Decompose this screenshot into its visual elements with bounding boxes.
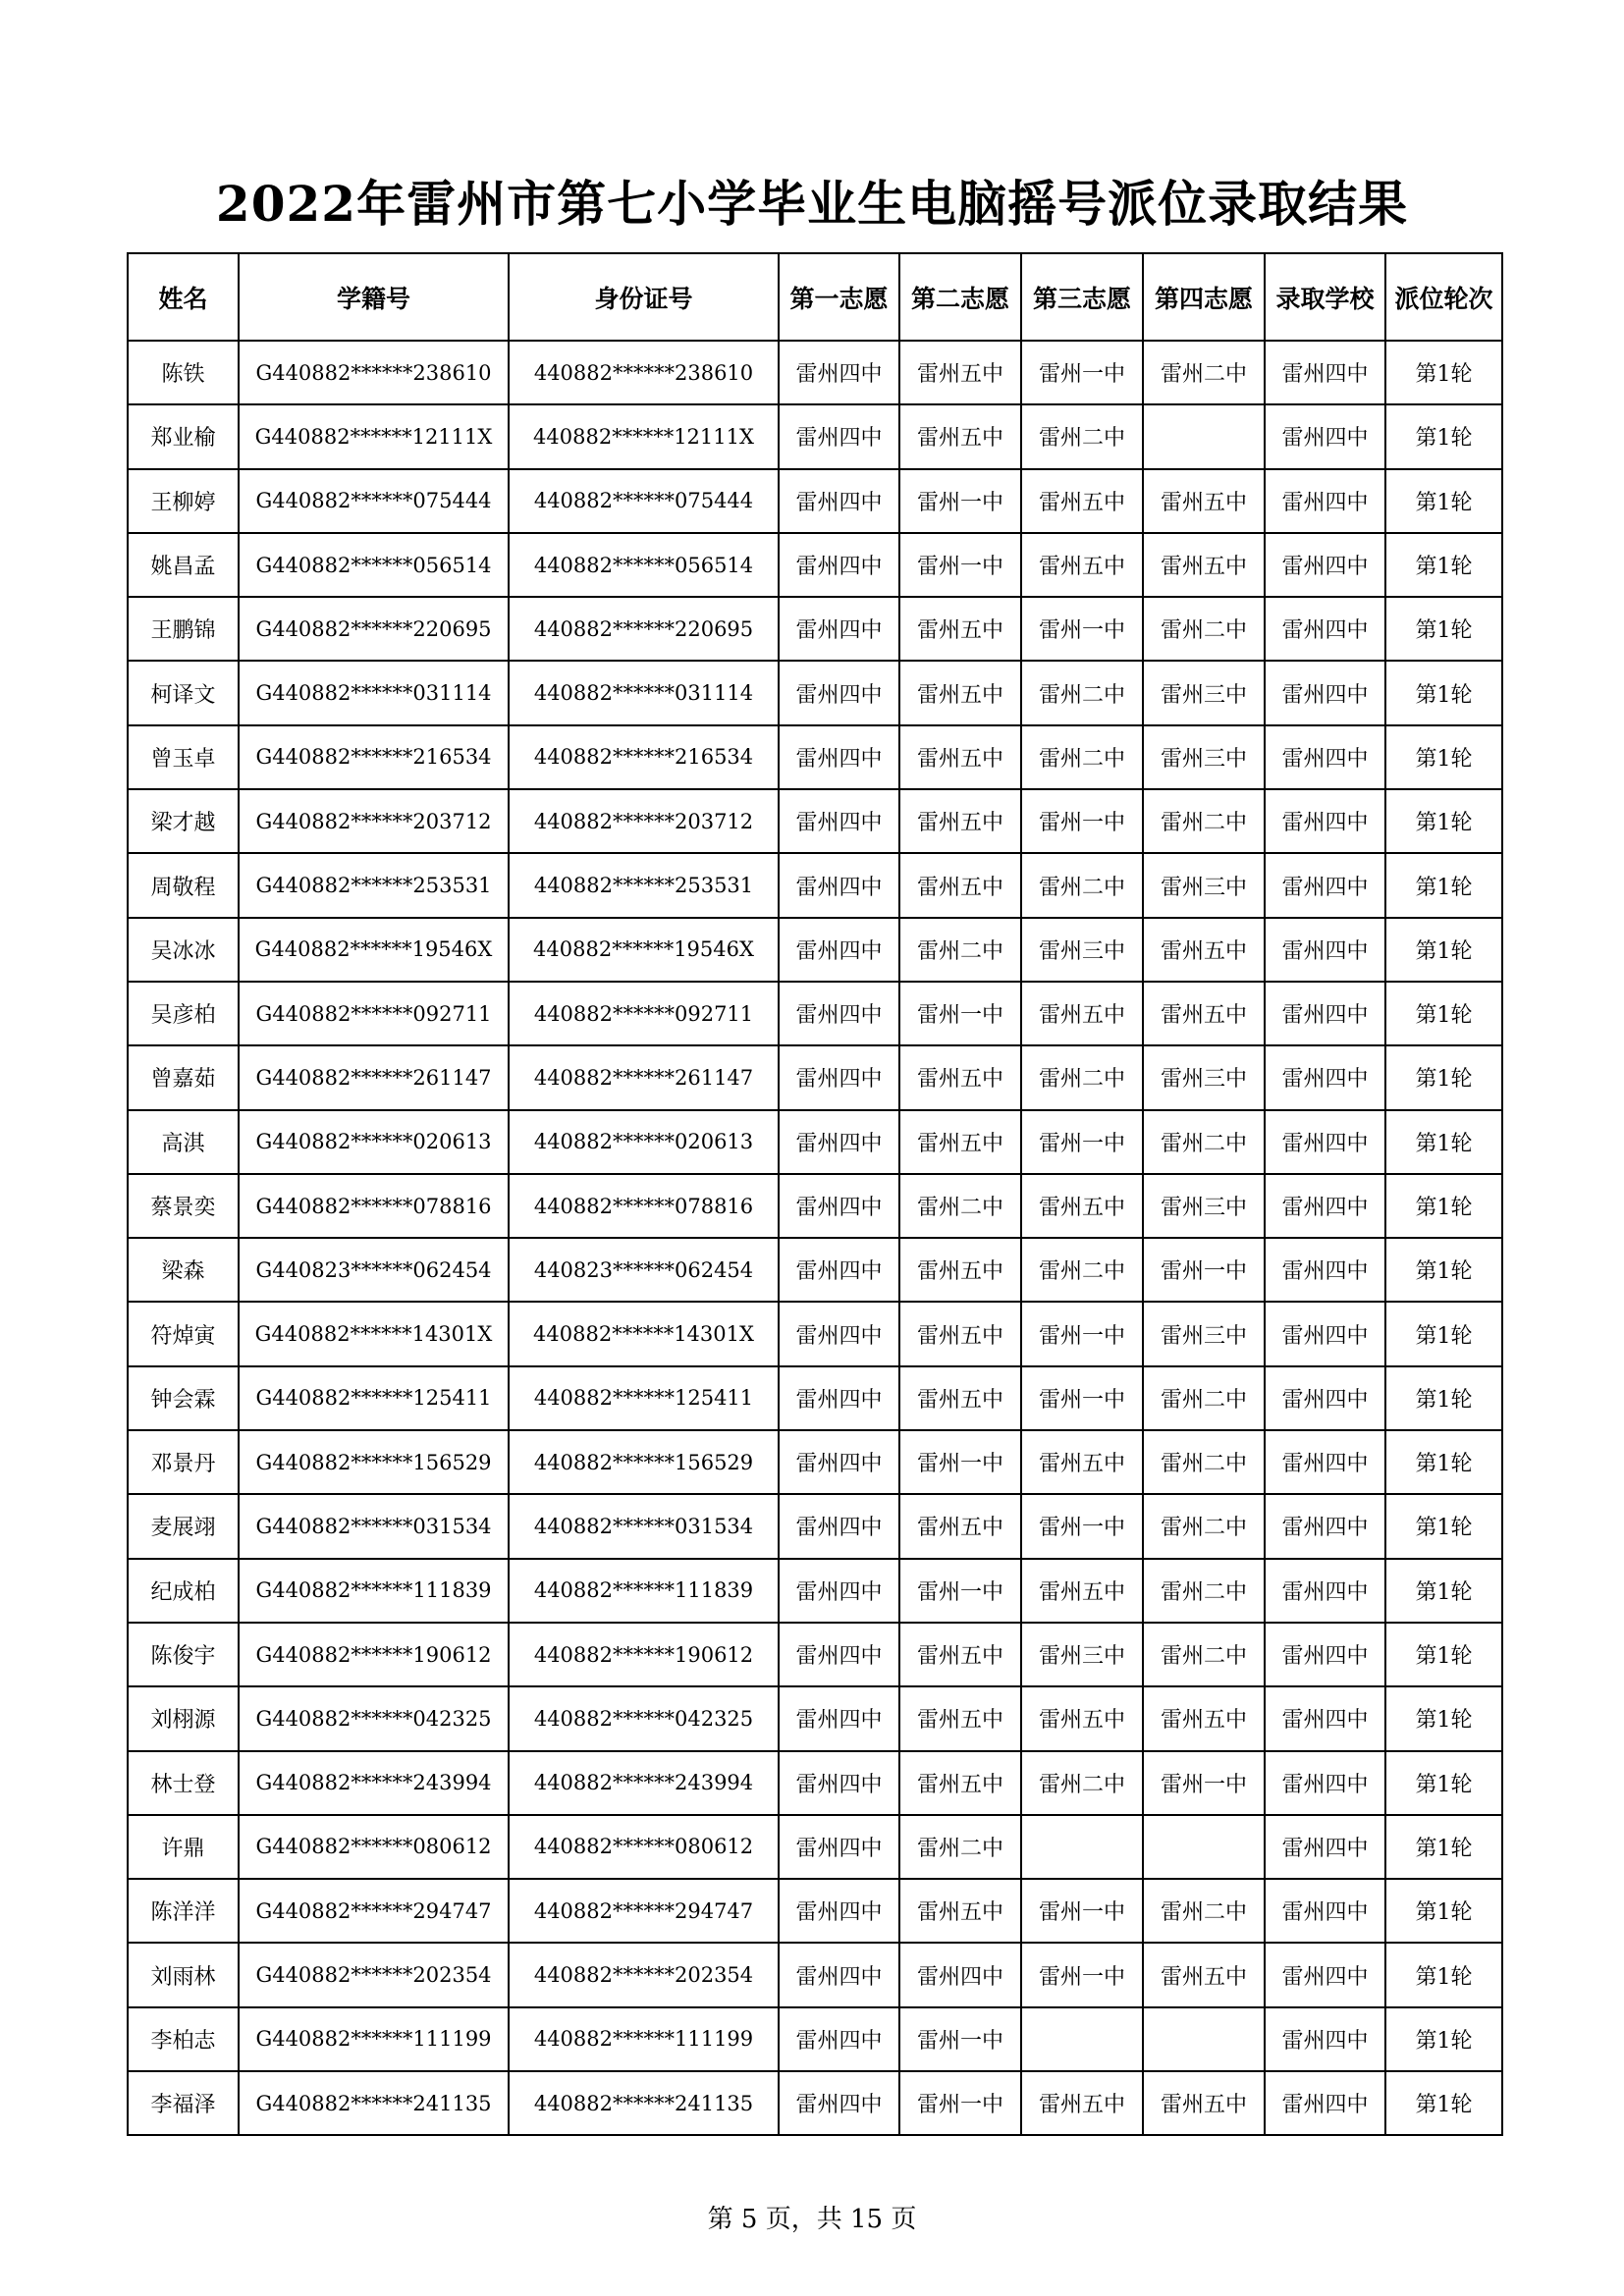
- table-row: [128, 1302, 1502, 1365]
- column-header-id-card: 身份证号: [509, 253, 779, 341]
- cell-admitted-school: 雷州四中: [1265, 341, 1385, 404]
- cell-admitted-school: 雷州四中: [1265, 597, 1385, 661]
- cell-choice-2: 雷州二中: [899, 918, 1021, 982]
- cell-id-card: 440882******220695: [509, 597, 779, 661]
- cell-round: 第1轮: [1385, 597, 1502, 661]
- column-header-round: 派位轮次: [1385, 253, 1502, 341]
- cell-id-card: 440882******253531: [509, 853, 779, 917]
- cell-choice-3: 雷州一中: [1021, 789, 1143, 853]
- cell-round: 第1轮: [1385, 1559, 1502, 1623]
- cell-id-card: 440882******031534: [509, 1494, 779, 1558]
- cell-choice-4: 雷州三中: [1143, 661, 1265, 724]
- cell-admitted-school: 雷州四中: [1265, 725, 1385, 789]
- cell-student-id: G440882******14301X: [239, 1302, 509, 1365]
- cell-admitted-school: 雷州四中: [1265, 918, 1385, 982]
- cell-choice-3: 雷州二中: [1021, 1238, 1143, 1302]
- cell-choice-2: 雷州一中: [899, 533, 1021, 597]
- cell-choice-3: 雷州五中: [1021, 982, 1143, 1045]
- cell-choice-2: 雷州五中: [899, 1045, 1021, 1109]
- table-row: [128, 1751, 1502, 1815]
- cell-id-card: 440882******156529: [509, 1430, 779, 1494]
- cell-name: 李福泽: [128, 2071, 239, 2135]
- cell-choice-4: 雷州三中: [1143, 1302, 1265, 1365]
- cell-choice-2: 雷州一中: [899, 469, 1021, 533]
- cell-id-card: 440882******294747: [509, 1879, 779, 1943]
- table-row: [128, 533, 1502, 597]
- cell-name: 陈洋洋: [128, 1879, 239, 1943]
- cell-choice-3: 雷州一中: [1021, 1879, 1143, 1943]
- cell-choice-3: 雷州一中: [1021, 1366, 1143, 1430]
- cell-student-id: G440882******203712: [239, 789, 509, 853]
- cell-round: 第1轮: [1385, 1238, 1502, 1302]
- cell-student-id: G440882******042325: [239, 1686, 509, 1750]
- cell-student-id: G440882******238610: [239, 341, 509, 404]
- cell-round: 第1轮: [1385, 1751, 1502, 1815]
- cell-choice-2: 雷州五中: [899, 1302, 1021, 1365]
- table-row: [128, 661, 1502, 724]
- cell-choice-1: 雷州四中: [779, 2007, 899, 2071]
- table-row: [128, 918, 1502, 982]
- cell-choice-1: 雷州四中: [779, 1751, 899, 1815]
- cell-name: 刘雨林: [128, 1943, 239, 2006]
- cell-choice-3: 雷州二中: [1021, 853, 1143, 917]
- table-row: [128, 1238, 1502, 1302]
- cell-choice-4: 雷州二中: [1143, 1110, 1265, 1174]
- cell-choice-2: 雷州一中: [899, 2071, 1021, 2135]
- cell-id-card: 440882******056514: [509, 533, 779, 597]
- cell-admitted-school: 雷州四中: [1265, 1174, 1385, 1238]
- cell-round: 第1轮: [1385, 2007, 1502, 2071]
- cell-choice-4: 雷州五中: [1143, 1686, 1265, 1750]
- cell-name: 梁森: [128, 1238, 239, 1302]
- table-row: [128, 2071, 1502, 2135]
- cell-admitted-school: 雷州四中: [1265, 1366, 1385, 1430]
- cell-admitted-school: 雷州四中: [1265, 404, 1385, 468]
- cell-id-card: 440882******243994: [509, 1751, 779, 1815]
- cell-choice-4: 雷州二中: [1143, 341, 1265, 404]
- cell-student-id: G440882******031534: [239, 1494, 509, 1558]
- cell-student-id: G440882******156529: [239, 1430, 509, 1494]
- cell-choice-1: 雷州四中: [779, 789, 899, 853]
- cell-id-card: 440882******19546X: [509, 918, 779, 982]
- cell-round: 第1轮: [1385, 533, 1502, 597]
- cell-round: 第1轮: [1385, 918, 1502, 982]
- cell-id-card: 440882******078816: [509, 1174, 779, 1238]
- cell-name: 高淇: [128, 1110, 239, 1174]
- cell-round: 第1轮: [1385, 853, 1502, 917]
- cell-choice-4: 雷州二中: [1143, 1366, 1265, 1430]
- cell-admitted-school: 雷州四中: [1265, 1559, 1385, 1623]
- cell-student-id: G440882******261147: [239, 1045, 509, 1109]
- column-header-student-id: 学籍号: [239, 253, 509, 341]
- cell-choice-3: 雷州三中: [1021, 918, 1143, 982]
- cell-id-card: 440882******020613: [509, 1110, 779, 1174]
- cell-id-card: 440823******062454: [509, 1238, 779, 1302]
- cell-choice-4: 雷州五中: [1143, 982, 1265, 1045]
- cell-choice-4: 雷州一中: [1143, 1751, 1265, 1815]
- cell-id-card: 440882******125411: [509, 1366, 779, 1430]
- table-row: [128, 1110, 1502, 1174]
- cell-student-id: G440882******078816: [239, 1174, 509, 1238]
- cell-choice-3: 雷州一中: [1021, 1110, 1143, 1174]
- cell-choice-1: 雷州四中: [779, 1302, 899, 1365]
- cell-choice-2: 雷州五中: [899, 597, 1021, 661]
- table-row: [128, 597, 1502, 661]
- cell-choice-1: 雷州四中: [779, 1238, 899, 1302]
- cell-admitted-school: 雷州四中: [1265, 1815, 1385, 1879]
- column-header-choice-1: 第一志愿: [779, 253, 899, 341]
- cell-round: 第1轮: [1385, 2071, 1502, 2135]
- cell-name: 林士登: [128, 1751, 239, 1815]
- cell-choice-3: 雷州二中: [1021, 1751, 1143, 1815]
- table-row: [128, 1366, 1502, 1430]
- cell-choice-3: 雷州二中: [1021, 661, 1143, 724]
- cell-choice-3: 雷州五中: [1021, 1686, 1143, 1750]
- cell-choice-3: 雷州五中: [1021, 1430, 1143, 1494]
- cell-name: 钟会霖: [128, 1366, 239, 1430]
- cell-choice-3: [1021, 2007, 1143, 2071]
- cell-choice-3: 雷州五中: [1021, 533, 1143, 597]
- cell-choice-2: 雷州五中: [899, 1686, 1021, 1750]
- table-row: [128, 789, 1502, 853]
- table-row: [128, 982, 1502, 1045]
- cell-student-id: G440882******092711: [239, 982, 509, 1045]
- cell-admitted-school: 雷州四中: [1265, 1879, 1385, 1943]
- cell-student-id: G440882******12111X: [239, 404, 509, 468]
- cell-name: 麦展翊: [128, 1494, 239, 1558]
- cell-student-id: G440882******075444: [239, 469, 509, 533]
- cell-choice-1: 雷州四中: [779, 1110, 899, 1174]
- table-row: [128, 2007, 1502, 2071]
- cell-choice-4: 雷州五中: [1143, 2071, 1265, 2135]
- table-row: [128, 853, 1502, 917]
- cell-choice-4: 雷州三中: [1143, 1174, 1265, 1238]
- cell-admitted-school: 雷州四中: [1265, 533, 1385, 597]
- cell-choice-3: 雷州一中: [1021, 341, 1143, 404]
- cell-round: 第1轮: [1385, 341, 1502, 404]
- cell-choice-2: 雷州五中: [899, 1751, 1021, 1815]
- cell-choice-1: 雷州四中: [779, 725, 899, 789]
- cell-id-card: 440882******092711: [509, 982, 779, 1045]
- cell-choice-2: 雷州五中: [899, 1623, 1021, 1686]
- cell-name: 周敬程: [128, 853, 239, 917]
- cell-choice-1: 雷州四中: [779, 853, 899, 917]
- cell-student-id: G440882******241135: [239, 2071, 509, 2135]
- cell-name: 符焯寅: [128, 1302, 239, 1365]
- cell-choice-4: [1143, 2007, 1265, 2071]
- cell-student-id: G440882******19546X: [239, 918, 509, 982]
- cell-name: 王柳婷: [128, 469, 239, 533]
- cell-round: 第1轮: [1385, 1174, 1502, 1238]
- cell-admitted-school: 雷州四中: [1265, 1494, 1385, 1558]
- cell-choice-4: 雷州三中: [1143, 725, 1265, 789]
- table-row: [128, 404, 1502, 468]
- cell-admitted-school: 雷州四中: [1265, 1238, 1385, 1302]
- cell-choice-4: [1143, 404, 1265, 468]
- cell-choice-1: 雷州四中: [779, 533, 899, 597]
- cell-round: 第1轮: [1385, 1302, 1502, 1365]
- cell-choice-3: 雷州一中: [1021, 597, 1143, 661]
- table-row: [128, 725, 1502, 789]
- cell-admitted-school: 雷州四中: [1265, 1623, 1385, 1686]
- cell-round: 第1轮: [1385, 725, 1502, 789]
- cell-choice-2: 雷州五中: [899, 1110, 1021, 1174]
- cell-round: 第1轮: [1385, 1623, 1502, 1686]
- cell-choice-4: 雷州五中: [1143, 918, 1265, 982]
- column-header-choice-3: 第三志愿: [1021, 253, 1143, 341]
- cell-choice-3: 雷州五中: [1021, 1174, 1143, 1238]
- cell-student-id: G440882******080612: [239, 1815, 509, 1879]
- cell-choice-4: [1143, 1815, 1265, 1879]
- cell-choice-2: 雷州二中: [899, 1815, 1021, 1879]
- cell-admitted-school: 雷州四中: [1265, 2071, 1385, 2135]
- cell-name: 蔡景奕: [128, 1174, 239, 1238]
- cell-student-id: G440882******020613: [239, 1110, 509, 1174]
- cell-choice-2: 雷州五中: [899, 725, 1021, 789]
- column-header-name: 姓名: [128, 253, 239, 341]
- cell-choice-1: 雷州四中: [779, 341, 899, 404]
- cell-choice-2: 雷州五中: [899, 1366, 1021, 1430]
- cell-round: 第1轮: [1385, 1110, 1502, 1174]
- cell-choice-3: 雷州一中: [1021, 1494, 1143, 1558]
- cell-choice-1: 雷州四中: [779, 1174, 899, 1238]
- cell-name: 柯译文: [128, 661, 239, 724]
- cell-choice-1: 雷州四中: [779, 918, 899, 982]
- cell-student-id: G440882******220695: [239, 597, 509, 661]
- cell-student-id: G440882******056514: [239, 533, 509, 597]
- cell-student-id: G440882******031114: [239, 661, 509, 724]
- cell-choice-1: 雷州四中: [779, 1686, 899, 1750]
- cell-id-card: 440882******202354: [509, 1943, 779, 2006]
- cell-choice-1: 雷州四中: [779, 982, 899, 1045]
- cell-choice-1: 雷州四中: [779, 1366, 899, 1430]
- cell-round: 第1轮: [1385, 404, 1502, 468]
- cell-admitted-school: 雷州四中: [1265, 1302, 1385, 1365]
- cell-round: 第1轮: [1385, 789, 1502, 853]
- cell-choice-4: 雷州五中: [1143, 1943, 1265, 2006]
- cell-choice-1: 雷州四中: [779, 469, 899, 533]
- cell-round: 第1轮: [1385, 1943, 1502, 2006]
- table-body: [128, 341, 1502, 2135]
- cell-choice-4: 雷州五中: [1143, 469, 1265, 533]
- cell-admitted-school: 雷州四中: [1265, 853, 1385, 917]
- cell-student-id: G440882******294747: [239, 1879, 509, 1943]
- table-row: [128, 1045, 1502, 1109]
- cell-name: 曾玉卓: [128, 725, 239, 789]
- cell-name: 邓景丹: [128, 1430, 239, 1494]
- cell-id-card: 440882******238610: [509, 341, 779, 404]
- cell-id-card: 440882******12111X: [509, 404, 779, 468]
- table-row: [128, 1686, 1502, 1750]
- cell-choice-4: 雷州二中: [1143, 1430, 1265, 1494]
- cell-choice-2: 雷州一中: [899, 1559, 1021, 1623]
- cell-name: 吴冰冰: [128, 918, 239, 982]
- cell-admitted-school: 雷州四中: [1265, 2007, 1385, 2071]
- cell-admitted-school: 雷州四中: [1265, 469, 1385, 533]
- cell-admitted-school: 雷州四中: [1265, 789, 1385, 853]
- column-header-admitted-school: 录取学校: [1265, 253, 1385, 341]
- cell-id-card: 440882******261147: [509, 1045, 779, 1109]
- cell-choice-4: 雷州二中: [1143, 1879, 1265, 1943]
- cell-admitted-school: 雷州四中: [1265, 1430, 1385, 1494]
- cell-student-id: G440882******125411: [239, 1366, 509, 1430]
- cell-choice-1: 雷州四中: [779, 1430, 899, 1494]
- table-row: [128, 1174, 1502, 1238]
- cell-choice-4: 雷州一中: [1143, 1238, 1265, 1302]
- cell-name: 李柏志: [128, 2007, 239, 2071]
- cell-choice-1: 雷州四中: [779, 661, 899, 724]
- cell-choice-1: 雷州四中: [779, 2071, 899, 2135]
- cell-name: 梁才越: [128, 789, 239, 853]
- cell-id-card: 440882******203712: [509, 789, 779, 853]
- cell-choice-1: 雷州四中: [779, 597, 899, 661]
- cell-id-card: 440882******080612: [509, 1815, 779, 1879]
- cell-admitted-school: 雷州四中: [1265, 1751, 1385, 1815]
- cell-name: 姚昌孟: [128, 533, 239, 597]
- cell-choice-1: 雷州四中: [779, 404, 899, 468]
- cell-name: 曾嘉茹: [128, 1045, 239, 1109]
- cell-student-id: G440882******243994: [239, 1751, 509, 1815]
- cell-round: 第1轮: [1385, 1045, 1502, 1109]
- cell-choice-3: 雷州三中: [1021, 1623, 1143, 1686]
- cell-round: 第1轮: [1385, 469, 1502, 533]
- cell-student-id: G440882******111199: [239, 2007, 509, 2071]
- cell-choice-2: 雷州五中: [899, 404, 1021, 468]
- cell-id-card: 440882******075444: [509, 469, 779, 533]
- cell-choice-4: 雷州五中: [1143, 533, 1265, 597]
- cell-choice-2: 雷州二中: [899, 1174, 1021, 1238]
- table-row: [128, 1815, 1502, 1879]
- cell-id-card: 440882******241135: [509, 2071, 779, 2135]
- cell-choice-2: 雷州五中: [899, 661, 1021, 724]
- cell-admitted-school: 雷州四中: [1265, 1686, 1385, 1750]
- cell-admitted-school: 雷州四中: [1265, 1943, 1385, 2006]
- cell-student-id: G440823******062454: [239, 1238, 509, 1302]
- cell-student-id: G440882******216534: [239, 725, 509, 789]
- cell-admitted-school: 雷州四中: [1265, 661, 1385, 724]
- cell-round: 第1轮: [1385, 982, 1502, 1045]
- cell-choice-4: 雷州二中: [1143, 1494, 1265, 1558]
- cell-choice-4: 雷州二中: [1143, 1559, 1265, 1623]
- cell-choice-2: 雷州五中: [899, 1879, 1021, 1943]
- cell-round: 第1轮: [1385, 1686, 1502, 1750]
- column-header-choice-2: 第二志愿: [899, 253, 1021, 341]
- cell-choice-1: 雷州四中: [779, 1943, 899, 2006]
- cell-choice-2: 雷州五中: [899, 789, 1021, 853]
- cell-choice-1: 雷州四中: [779, 1494, 899, 1558]
- cell-choice-2: 雷州五中: [899, 1238, 1021, 1302]
- cell-choice-2: 雷州五中: [899, 1494, 1021, 1558]
- cell-admitted-school: 雷州四中: [1265, 1110, 1385, 1174]
- cell-name: 陈铁: [128, 341, 239, 404]
- cell-name: 刘栩源: [128, 1686, 239, 1750]
- cell-round: 第1轮: [1385, 1366, 1502, 1430]
- cell-choice-1: 雷州四中: [779, 1879, 899, 1943]
- cell-choice-3: 雷州一中: [1021, 1943, 1143, 2006]
- page-title: 2022年雷州市第七小学毕业生电脑摇号派位录取结果: [215, 175, 1409, 233]
- cell-choice-2: 雷州一中: [899, 982, 1021, 1045]
- cell-choice-1: 雷州四中: [779, 1815, 899, 1879]
- table-header-row: [128, 253, 1502, 341]
- cell-id-card: 440882******031114: [509, 661, 779, 724]
- cell-choice-3: 雷州二中: [1021, 1045, 1143, 1109]
- cell-choice-2: 雷州五中: [899, 341, 1021, 404]
- table-row: [128, 1430, 1502, 1494]
- table-row: [128, 1623, 1502, 1686]
- column-header-choice-4: 第四志愿: [1143, 253, 1265, 341]
- cell-choice-3: 雷州五中: [1021, 469, 1143, 533]
- cell-name: 纪成柏: [128, 1559, 239, 1623]
- cell-choice-3: 雷州一中: [1021, 1302, 1143, 1365]
- cell-id-card: 440882******14301X: [509, 1302, 779, 1365]
- table-row: [128, 469, 1502, 533]
- cell-choice-4: 雷州二中: [1143, 789, 1265, 853]
- cell-choice-2: 雷州一中: [899, 2007, 1021, 2071]
- table-row: [128, 1494, 1502, 1558]
- cell-round: 第1轮: [1385, 661, 1502, 724]
- cell-student-id: G440882******111839: [239, 1559, 509, 1623]
- cell-id-card: 440882******042325: [509, 1686, 779, 1750]
- cell-choice-3: 雷州五中: [1021, 2071, 1143, 2135]
- cell-id-card: 440882******111199: [509, 2007, 779, 2071]
- cell-student-id: G440882******202354: [239, 1943, 509, 2006]
- cell-admitted-school: 雷州四中: [1265, 982, 1385, 1045]
- cell-admitted-school: 雷州四中: [1265, 1045, 1385, 1109]
- cell-name: 郑业榆: [128, 404, 239, 468]
- cell-id-card: 440882******190612: [509, 1623, 779, 1686]
- cell-choice-2: 雷州一中: [899, 1430, 1021, 1494]
- cell-id-card: 440882******111839: [509, 1559, 779, 1623]
- cell-choice-3: 雷州二中: [1021, 725, 1143, 789]
- cell-name: 许鼎: [128, 1815, 239, 1879]
- cell-choice-3: 雷州五中: [1021, 1559, 1143, 1623]
- cell-choice-4: 雷州二中: [1143, 1623, 1265, 1686]
- table-row: [128, 341, 1502, 404]
- table-row: [128, 1943, 1502, 2006]
- cell-choice-3: 雷州二中: [1021, 404, 1143, 468]
- cell-id-card: 440882******216534: [509, 725, 779, 789]
- cell-name: 王鹏锦: [128, 597, 239, 661]
- cell-round: 第1轮: [1385, 1815, 1502, 1879]
- cell-round: 第1轮: [1385, 1879, 1502, 1943]
- admission-results-table: [127, 252, 1503, 2136]
- cell-choice-4: 雷州三中: [1143, 1045, 1265, 1109]
- cell-choice-1: 雷州四中: [779, 1045, 899, 1109]
- cell-choice-2: 雷州四中: [899, 1943, 1021, 2006]
- cell-choice-1: 雷州四中: [779, 1623, 899, 1686]
- cell-choice-4: 雷州二中: [1143, 597, 1265, 661]
- page-number-footer: 第 5 页，共 15 页: [707, 2205, 917, 2234]
- table-row: [128, 1559, 1502, 1623]
- cell-student-id: G440882******253531: [239, 853, 509, 917]
- cell-choice-1: 雷州四中: [779, 1559, 899, 1623]
- cell-choice-3: [1021, 1815, 1143, 1879]
- cell-choice-2: 雷州五中: [899, 853, 1021, 917]
- table-row: [128, 1879, 1502, 1943]
- cell-choice-4: 雷州三中: [1143, 853, 1265, 917]
- cell-round: 第1轮: [1385, 1494, 1502, 1558]
- cell-name: 陈俊宇: [128, 1623, 239, 1686]
- cell-student-id: G440882******190612: [239, 1623, 509, 1686]
- cell-round: 第1轮: [1385, 1430, 1502, 1494]
- cell-name: 吴彦柏: [128, 982, 239, 1045]
